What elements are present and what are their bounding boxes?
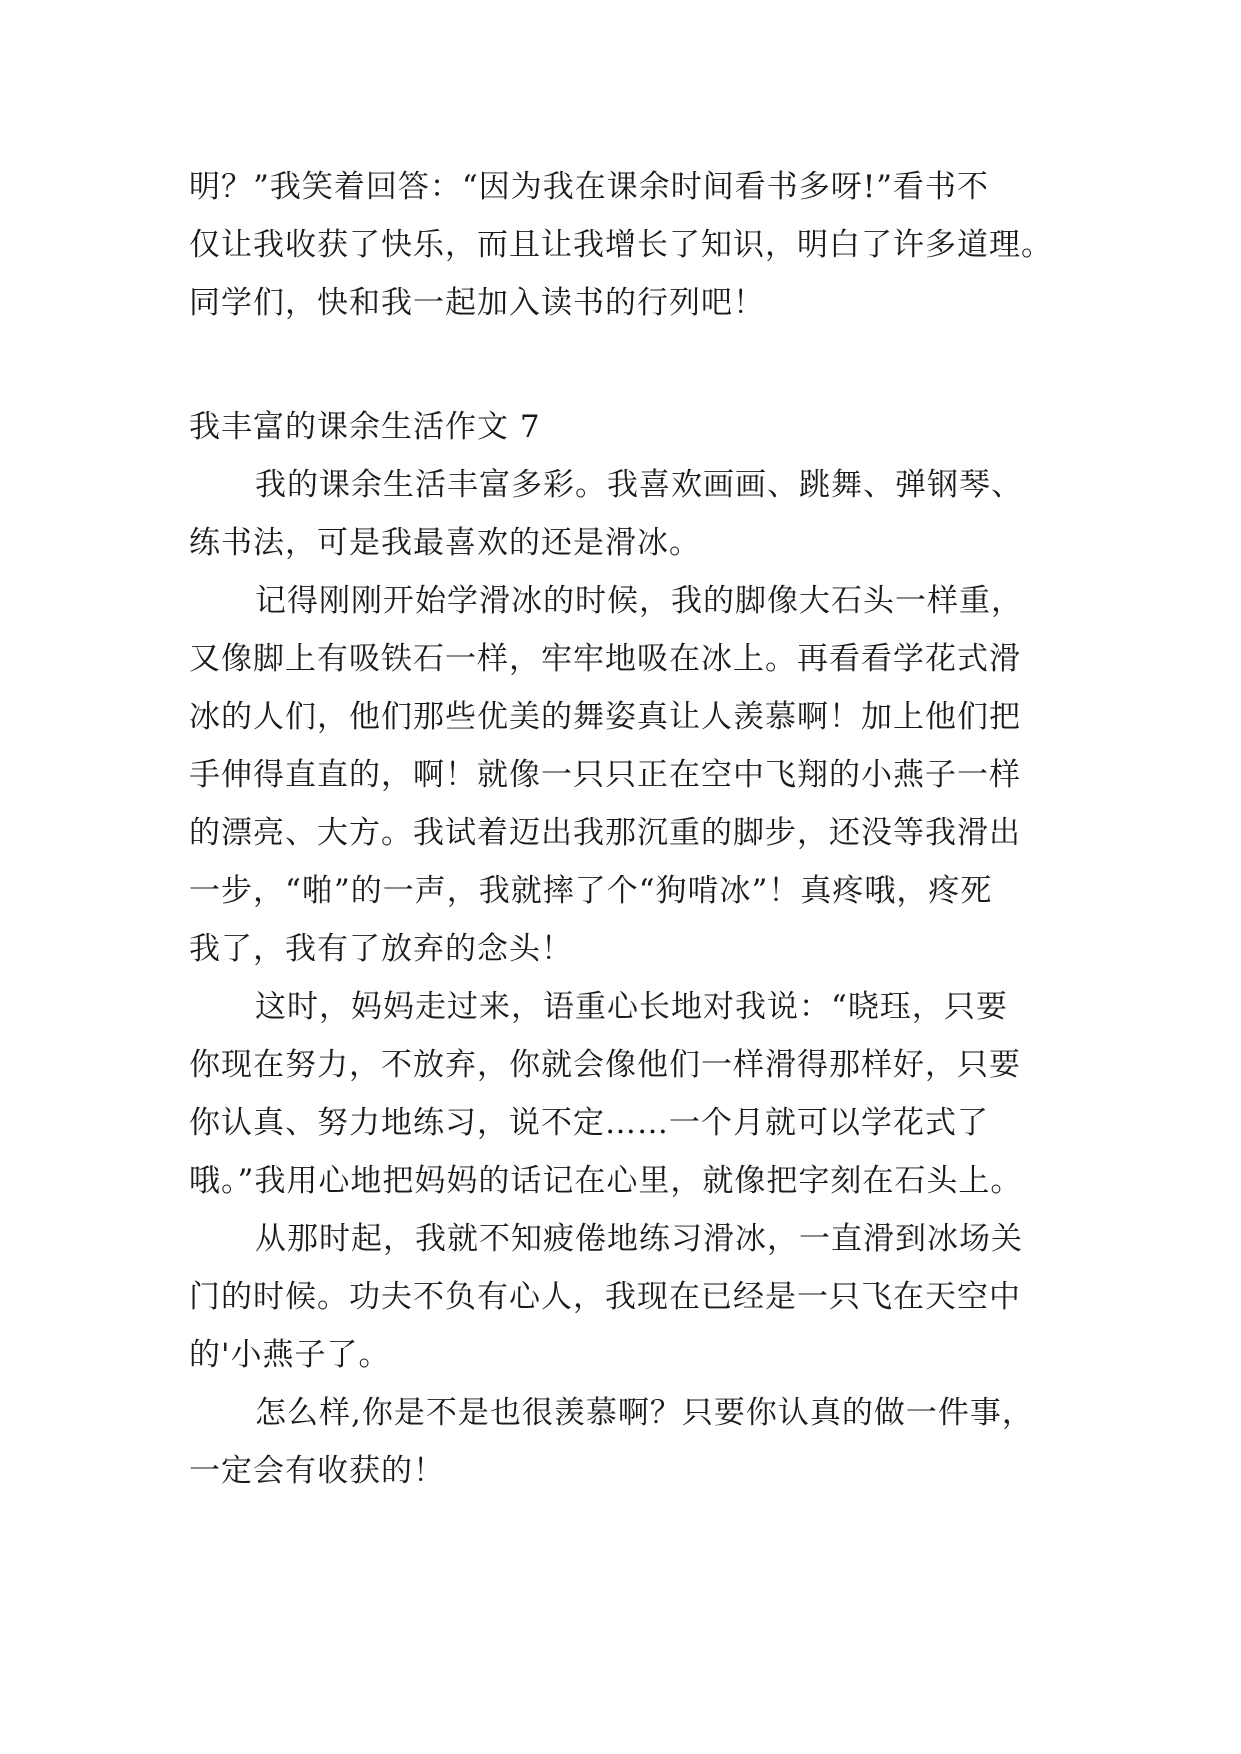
paragraph-2-line-1: 记得刚刚开始学滑冰的时候，我的脚像大石头一样重， [255, 583, 1023, 619]
paragraph-2-line-7: 我了，我有了放弃的念头！ [189, 931, 573, 967]
paragraph-2-line-3: 冰的人们，他们那些优美的舞姿真让人羡慕啊！加上他们把 [189, 699, 1021, 735]
text-line: 仅让我收获了快乐，而且让我增长了知识，明白了许多道理。 [189, 227, 1053, 263]
continuation-paragraph [189, 158, 1069, 332]
paragraph-4-line-1: 从那时起，我就不知疲倦地练习滑冰，一直滑到冰场关 [255, 1221, 1023, 1257]
paragraph-1-line-1: 我的课余生活丰富多彩。我喜欢画画、跳舞、弹钢琴、 [255, 467, 1023, 503]
text-line: 明？”我笑着回答：“因为我在课余时间看书多呀!”看书不 [189, 169, 989, 205]
paragraph-5-line-1: 怎么样,你是不是也很羡慕啊？只要你认真的做一件事， [255, 1395, 1034, 1431]
paragraph-2-line-5: 的漂亮、大方。我试着迈出我那沉重的脚步，还没等我滑出 [189, 815, 1021, 851]
article-body [189, 398, 1069, 1500]
paragraph-1-line-2: 练书法，可是我最喜欢的还是滑冰。 [189, 525, 701, 561]
paragraph-5-line-2: 一定会有收获的！ [189, 1453, 445, 1489]
paragraph-2-line-4: 手伸得直直的，啊！就像一只只正在空中飞翔的小燕子一样 [189, 757, 1021, 793]
paragraph-2-line-6: 一步，“啪”的一声，我就摔了个“狗啃冰”！真疼哦，疼死 [189, 873, 993, 909]
paragraph-4-line-2: 门的时候。功夫不负有心人，我现在已经是一只飞在天空中 [189, 1279, 1021, 1315]
paragraph-4-line-3: 的'小燕子了。 [189, 1337, 391, 1373]
paragraph-3-line-2: 你现在努力，不放弃，你就会像他们一样滑得那样好，只要 [189, 1047, 1021, 1083]
text-line: 同学们，快和我一起加入读书的行列吧！ [189, 285, 765, 321]
article-title: 我丰富的课余生活作文 7 [189, 409, 541, 445]
paragraph-3-line-4: 哦。”我用心地把妈妈的话记在心里，就像把字刻在石头上。 [189, 1163, 1023, 1199]
paragraph-3-line-1: 这时，妈妈走过来，语重心长地对我说：“晓珏，只要 [255, 989, 1008, 1025]
paragraph-3-line-3: 你认真、努力地练习，说不定……一个月就可以学花式了 [189, 1105, 989, 1141]
paragraph-2-line-2: 又像脚上有吸铁石一样，牢牢地吸在冰上。再看看学花式滑 [189, 641, 1021, 677]
